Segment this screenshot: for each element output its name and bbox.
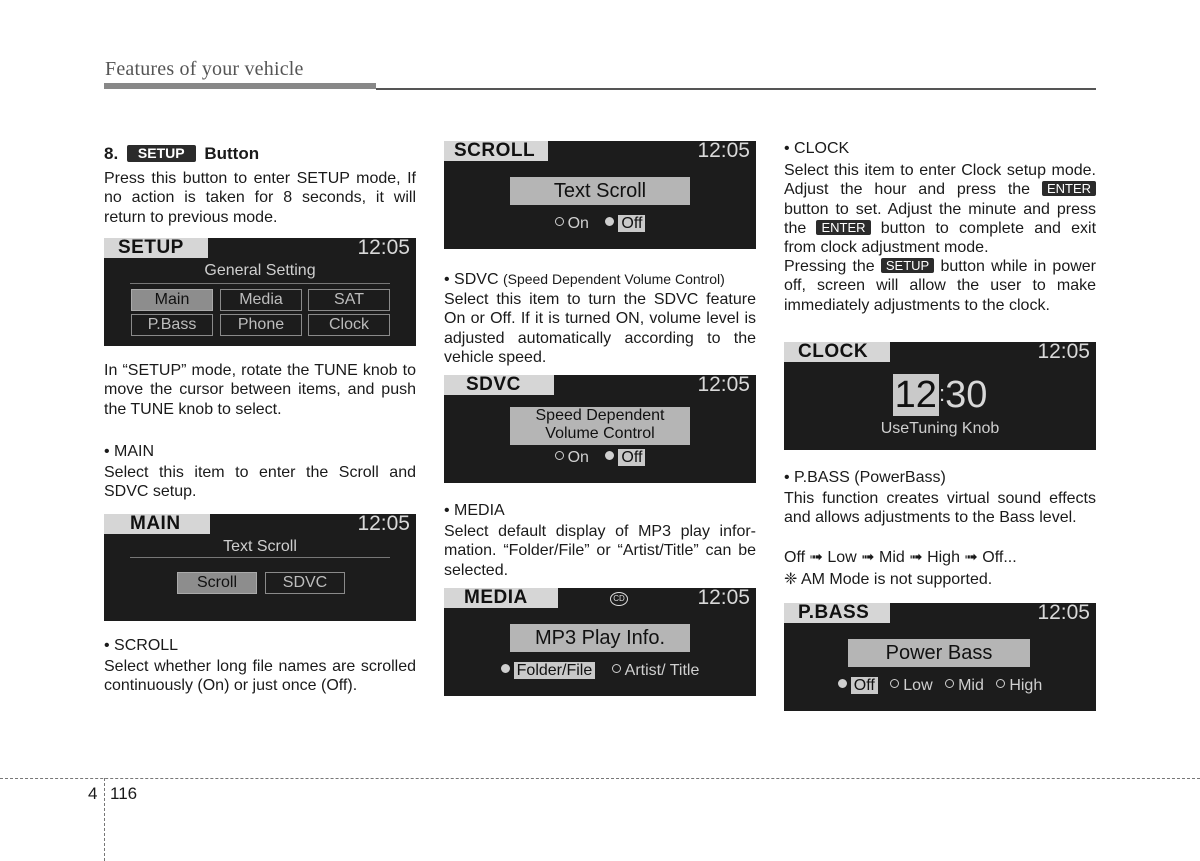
option-mid: Mid bbox=[945, 677, 984, 695]
screen-options bbox=[444, 449, 756, 467]
scroll-heading: • SCROLL bbox=[104, 637, 179, 654]
option-on: On bbox=[555, 449, 589, 467]
screen-divider bbox=[130, 557, 390, 558]
screen-title: Text Scroll bbox=[510, 177, 690, 205]
screen-option-sdvc: SDVC bbox=[265, 572, 345, 594]
screen-time: 12:05 bbox=[357, 238, 410, 259]
option-high: High bbox=[996, 677, 1042, 695]
screen-option-phone: Phone bbox=[220, 314, 302, 336]
screen-subtitle: General Setting bbox=[204, 262, 316, 279]
screen-hint: UseTuning Knob bbox=[880, 420, 1000, 437]
screen-divider bbox=[130, 283, 390, 284]
clock-sep: : bbox=[938, 381, 946, 406]
pbass-sequence: Off ➟ Low ➟ Mid ➟ High ➟ Off... bbox=[784, 549, 1017, 566]
clock-screen bbox=[784, 342, 1096, 450]
section-word: Button bbox=[204, 144, 260, 163]
scroll-screen bbox=[444, 141, 756, 249]
radio-empty-icon bbox=[555, 217, 564, 226]
screen-tab: SDVC bbox=[444, 375, 554, 395]
option-folder-file: Folder/File bbox=[501, 662, 596, 680]
screen-tab: MAIN bbox=[104, 514, 210, 534]
screen-option-clock: Clock bbox=[308, 314, 390, 336]
pbass-screen bbox=[784, 603, 1096, 711]
screen-subtitle: Text Scroll bbox=[223, 538, 297, 555]
pbass-heading: • P.BASS (PowerBass) bbox=[784, 469, 946, 486]
clock-heading: • CLOCK bbox=[784, 140, 850, 157]
setup-intro-text: Press this button to enter SETUP mode, If no action is taken for 8 seconds, it will return to previous mode. bbox=[104, 170, 416, 226]
main-heading: • MAIN bbox=[104, 443, 155, 460]
screen-option-sat: SAT bbox=[308, 289, 390, 311]
option-off: Off bbox=[605, 449, 645, 467]
screen-option-scroll: Scroll bbox=[177, 572, 257, 594]
footer-dashed-rule bbox=[0, 778, 1200, 779]
screen-tab: SCROLL bbox=[444, 141, 548, 161]
screen-tab: SETUP bbox=[104, 238, 208, 258]
screen-options bbox=[784, 677, 1096, 695]
sdvc-screen bbox=[444, 375, 756, 483]
setup-screen bbox=[104, 238, 416, 346]
screen-title: MP3 Play Info. bbox=[510, 624, 690, 652]
scroll-text: Select whether long file names are scrolled continuously (On) or just once (Off). bbox=[104, 658, 416, 695]
main-screen bbox=[104, 514, 416, 621]
screen-time: 12:05 bbox=[1037, 342, 1090, 363]
clock-hour: 12 bbox=[894, 374, 937, 416]
setup-button-badge: SETUP bbox=[127, 145, 196, 162]
radio-empty-icon bbox=[890, 679, 899, 688]
radio-filled-icon bbox=[501, 664, 510, 673]
screen-options bbox=[444, 662, 756, 680]
screen-tab: MEDIA bbox=[444, 588, 558, 608]
footer-dashed-divider bbox=[104, 778, 105, 861]
screen-tab: CLOCK bbox=[784, 342, 890, 362]
enter-button-badge: ENTER bbox=[1042, 181, 1096, 196]
main-text: Select this item to enter the Scroll and SDVC setup. bbox=[104, 464, 416, 501]
option-off: Off bbox=[605, 215, 645, 233]
screen-title: Speed Dependent Volume Control bbox=[510, 407, 690, 445]
sdvc-text: Select this item to turn the SDVC feature On or Off. If it is turned ON, volume level is adjusted automatically according to the vehicle speed. bbox=[444, 291, 756, 366]
screen-time: 12:05 bbox=[697, 375, 750, 396]
media-text: Select default display of MP3 play infor-mation. “Folder/File” or “Artist/Title” can be selected. bbox=[444, 523, 756, 579]
clock-minute: 30 bbox=[945, 374, 988, 416]
screen-tab: P.BASS bbox=[784, 603, 890, 623]
screen-option-pbass: P.Bass bbox=[131, 314, 213, 336]
radio-empty-icon bbox=[996, 679, 1005, 688]
option-off: Off bbox=[838, 677, 878, 695]
screen-time: 12:05 bbox=[1037, 603, 1090, 624]
radio-empty-icon bbox=[612, 664, 621, 673]
screen-time: 12:05 bbox=[357, 514, 410, 535]
sdvc-heading: • SDVC (Speed Dependent Volume Control) bbox=[444, 271, 725, 288]
screen-time: 12:05 bbox=[697, 141, 750, 162]
am-note: ❈ AM Mode is not supported. bbox=[784, 571, 993, 588]
screen-option-main: Main bbox=[131, 289, 213, 311]
radio-filled-icon bbox=[605, 451, 614, 460]
media-heading: • MEDIA bbox=[444, 502, 505, 519]
screen-option-media: Media bbox=[220, 289, 302, 311]
section-heading bbox=[104, 144, 259, 164]
screen-time: 12:05 bbox=[697, 588, 750, 609]
clock-text: Select this item to enter Clock setup mode. Adjust the hour and press the ENTER button to set. Adjust the minute and press the ENTER button to complete and exit from clock adjustment mode. bbox=[784, 162, 1097, 257]
pressing-text: Pressing the SETUP button while in power off, screen will allow the user to make immediately adjustments to the clock. bbox=[784, 258, 1096, 314]
option-on: On bbox=[555, 215, 589, 233]
screen-title: Power Bass bbox=[848, 639, 1030, 667]
radio-filled-icon bbox=[838, 679, 847, 688]
clock-digits bbox=[784, 374, 1096, 417]
screen-options bbox=[444, 215, 756, 233]
option-artist-title: Artist/ Title bbox=[612, 662, 700, 680]
radio-filled-icon bbox=[605, 217, 614, 226]
rotate-text: In “SETUP” mode, rotate the TUNE knob to move the cursor between items, and push the TUNE knob to select. bbox=[104, 362, 416, 418]
cd-icon: CD bbox=[610, 592, 628, 606]
pbass-text: This function creates virtual sound effects and allows adjustments to the Bass level. bbox=[784, 490, 1096, 527]
radio-empty-icon bbox=[945, 679, 954, 688]
enter-button-badge: ENTER bbox=[816, 220, 870, 235]
media-screen bbox=[444, 588, 756, 696]
chapter-number: 4 bbox=[88, 784, 98, 803]
running-header: Features of your vehicle bbox=[105, 58, 304, 80]
page-number: 116 bbox=[110, 784, 138, 803]
option-low: Low bbox=[890, 677, 932, 695]
header-rule-thick bbox=[104, 83, 376, 89]
header-rule-thin bbox=[376, 88, 1096, 90]
section-number: 8. bbox=[104, 144, 119, 163]
setup-button-badge: SETUP bbox=[881, 258, 934, 273]
radio-empty-icon bbox=[555, 451, 564, 460]
